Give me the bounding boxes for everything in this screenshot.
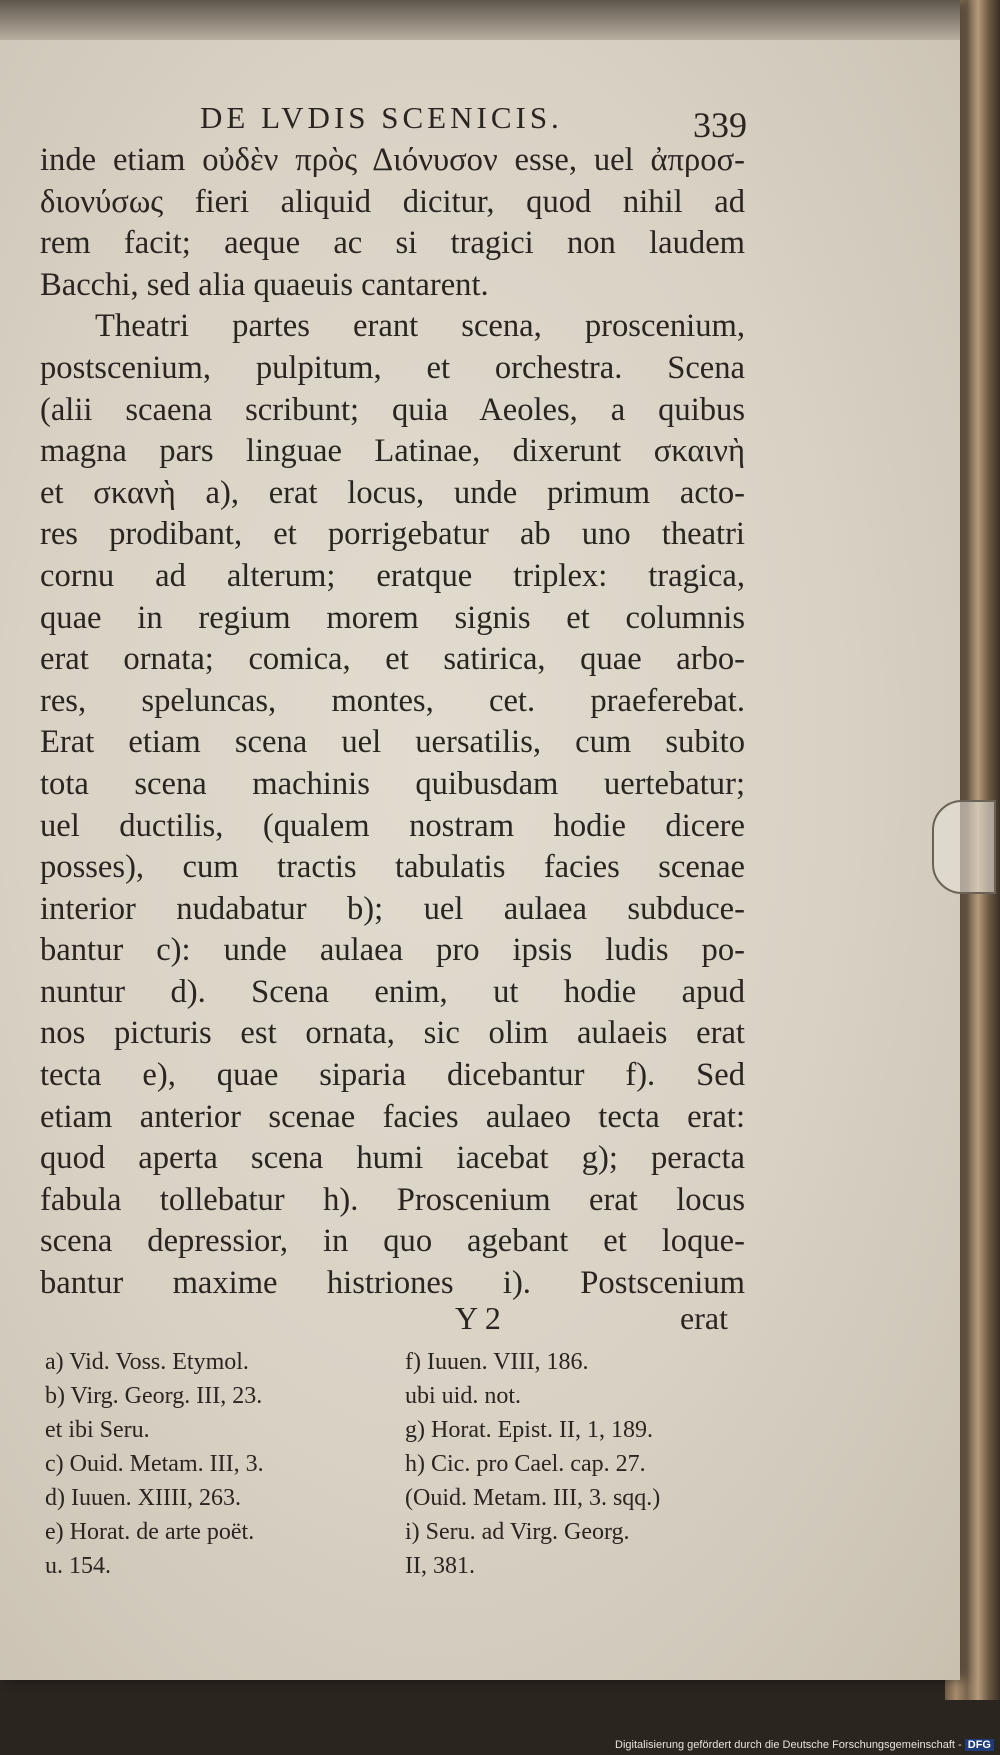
text-line: res, speluncas, montes, cet. praeferebat.	[40, 682, 745, 719]
text-line: fabula tollebatur h). Proscenium erat locus	[40, 1181, 745, 1218]
signature-mark: Y 2	[455, 1300, 501, 1336]
footnote: c) Ouid. Metam. III, 3.	[45, 1451, 264, 1477]
text-line: erat ornata; comica, et satirica, quae arbo-	[40, 641, 745, 678]
footnotes-left	[45, 1345, 405, 1583]
text-line: bantur c): unde aulaea pro ipsis ludis po-	[40, 932, 745, 969]
text-line: uel ductilis, (qualem nostram hodie dicere	[40, 807, 745, 844]
dfg-logo: DFG	[965, 1739, 994, 1751]
text-line: Theatri partes erant scena, proscenium,	[95, 308, 745, 345]
text-line: διονύσως fieri aliquid dicitur, quod nihil ad	[40, 183, 745, 220]
footnote: g) Horat. Epist. II, 1, 189.	[405, 1417, 653, 1443]
footnotes-right	[405, 1345, 750, 1583]
footnote: a) Vid. Voss. Etymol.	[45, 1349, 249, 1375]
footnote: (Ouid. Metam. III, 3. sqq.)	[405, 1485, 661, 1511]
footnote: u. 154.	[45, 1553, 111, 1579]
text-line: magna pars linguae Latinae, dixerunt σκαινὴ	[40, 433, 745, 470]
text-line: rem facit; aeque ac si tragici non laudem	[40, 225, 745, 262]
footnote: d) Iuuen. XIIII, 263.	[45, 1485, 241, 1511]
text-line: etiam anterior scenae facies aulaeo tecta erat:	[40, 1098, 745, 1135]
credit-text: Digitalisierung gefördert durch die Deutsche Forschungsgemeinschaft -	[615, 1739, 962, 1751]
footnote: et ibi Seru.	[45, 1417, 150, 1443]
footnote: II, 381.	[405, 1553, 475, 1579]
text-line: quae in regium morem signis et columnis	[40, 599, 745, 636]
text-line: cornu ad alterum; eratque triplex: tragica,	[40, 557, 745, 594]
text-line: bantur maxime histriones i). Postscenium	[40, 1265, 745, 1302]
page-number: 339	[693, 105, 747, 145]
text-line: Bacchi, sed alia quaeuis cantarent.	[40, 266, 489, 303]
text-line: posses), cum tractis tabulatis facies scenae	[40, 849, 745, 886]
text-line: nos picturis est ornata, sic olim aulaeis erat	[40, 1015, 745, 1052]
text-line: quod aperta scena humi iacebat g); peracta	[40, 1140, 745, 1177]
footnote: e) Horat. de arte poët.	[45, 1519, 255, 1545]
footnote: b) Virg. Georg. III, 23.	[45, 1383, 263, 1409]
page-clip	[932, 800, 996, 894]
text-line: scena depressior, in quo agebant et loque-	[40, 1223, 745, 1260]
text-line: interior nudabatur b); uel aulaea subduce-	[40, 890, 745, 927]
text-line: tecta e), quae siparia dicebantur f). Sed	[40, 1057, 745, 1094]
footnote: i) Seru. ad Virg. Georg.	[405, 1519, 630, 1545]
text-line: postscenium, pulpitum, et orchestra. Scena	[40, 349, 745, 386]
text-line: res prodibant, et porrigebatur ab uno theatri	[40, 516, 745, 553]
text-line: tota scena machinis quibusdam uertebatur;	[40, 765, 745, 802]
text-line: nuntur d). Scena enim, ut hodie apud	[40, 973, 745, 1010]
footnote: f) Iuuen. VIII, 186.	[405, 1349, 589, 1375]
text-line: inde etiam οὐδὲν πρὸς Διόνυσον esse, uel ἀπροσ-	[40, 142, 745, 178]
text-line: Erat etiam scena uel uersatilis, cum subito	[40, 724, 745, 761]
text-line: et σκανὴ a), erat locus, unde primum acto-	[40, 474, 745, 511]
page-top-shadow	[0, 0, 960, 40]
running-title: DE LVDIS SCENICIS.	[200, 100, 563, 135]
digitization-credit	[615, 1739, 994, 1751]
catchword: erat	[680, 1300, 728, 1336]
footnote: h) Cic. pro Cael. cap. 27.	[405, 1451, 646, 1477]
body-text	[40, 140, 745, 1305]
text-line: (alii scaena scribunt; quia Aeoles, a quibus	[40, 391, 745, 428]
footnote: ubi uid. not.	[405, 1383, 522, 1409]
